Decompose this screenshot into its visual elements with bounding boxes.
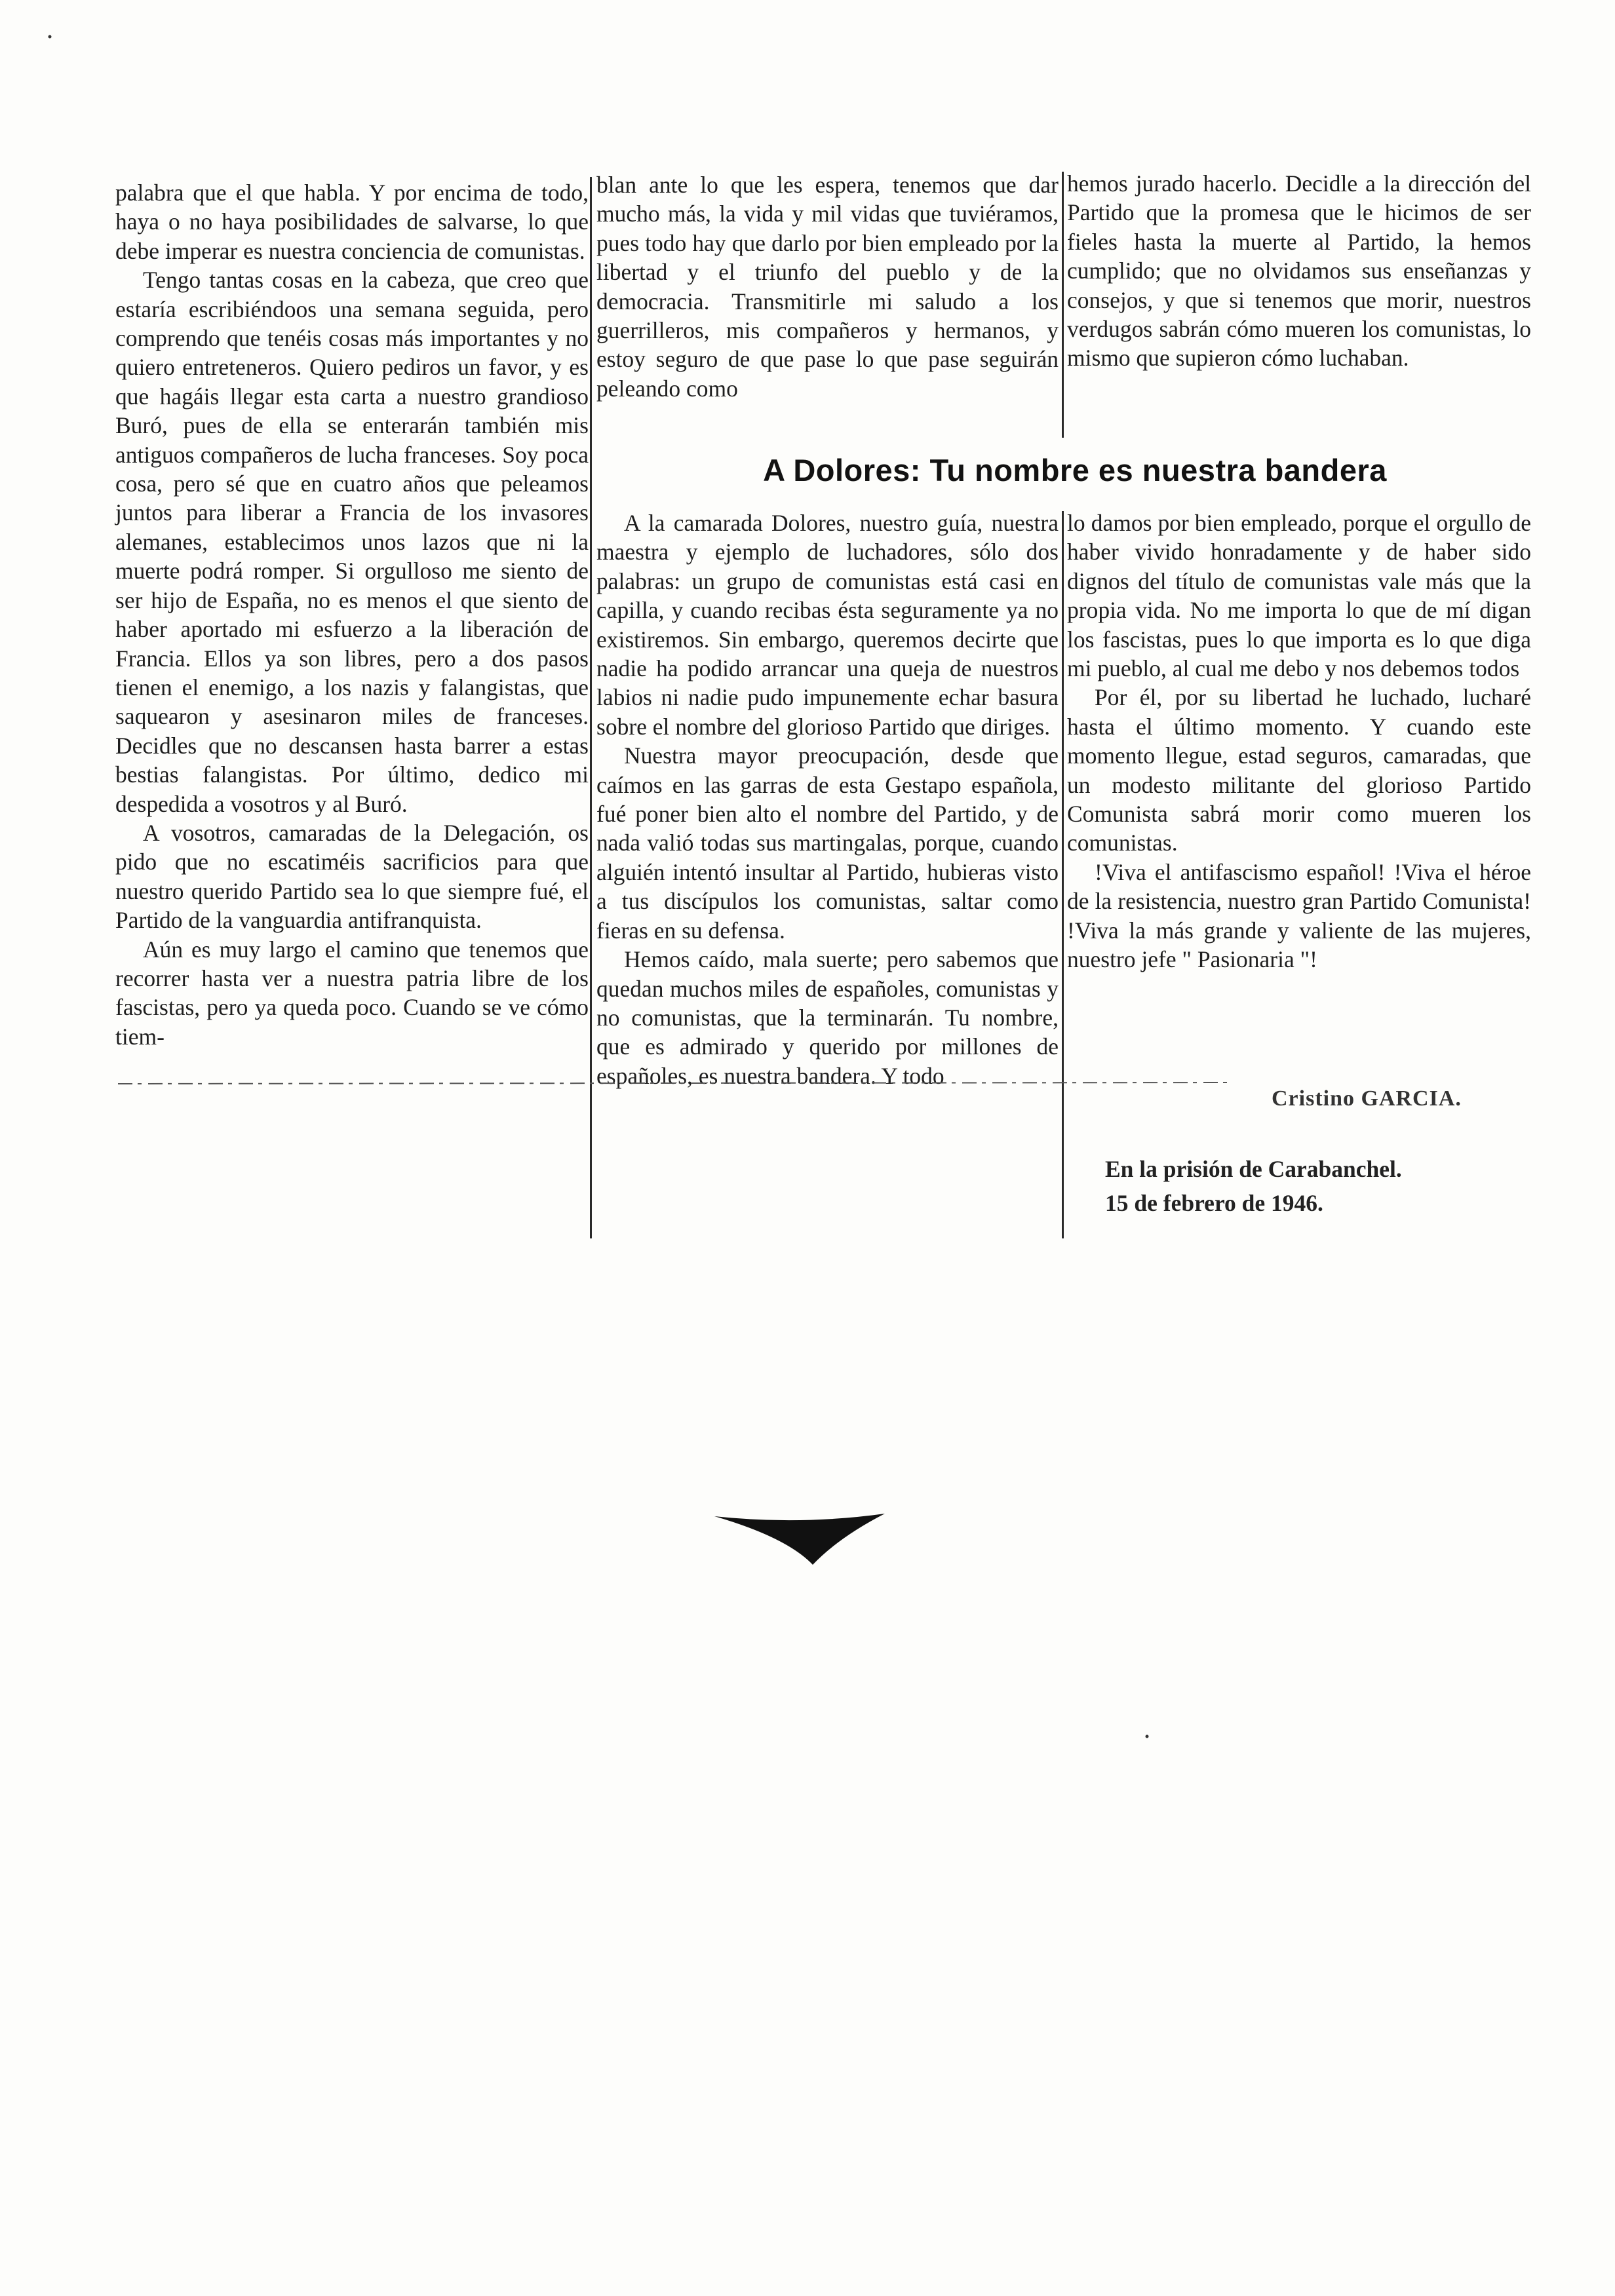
paragraph: Nuestra mayor preocupación, desde que caímos en las garras de esta Gestapo española, fué poner bien alto el nombre del Partido, y de nada valió todas sus martingalas, porque, cuando alguién intentó insultar al Partido, hubieras visto a tus discípulos los comunistas, saltar como fieras en su defensa.: [596, 742, 1059, 944]
column-divider: [1062, 172, 1064, 438]
paragraph: hemos jurado hacerlo. Decidle a la dirección del Partido que la promesa que le hicimos de ser fieles hasta la muerte al Partido, la hemos cumplido; que no olvidamos sus enseñanzas y consejos, y que si tenemos que morir, nuestros verdugos sabrán cómo mueren los comunistas, lo mismo que supieron cómo luchaban.: [1067, 170, 1531, 372]
paragraph: !Viva el antifascismo español! !Viva el héroe de la resistencia, nuestro gran Partido Comunista! !Viva la más grande y valiente de las mujeres, nuestro jefe " Pasionaria "!: [1067, 858, 1531, 973]
column-1: [115, 178, 589, 1051]
speck: [1144, 1734, 1150, 1739]
paragraph: Hemos caído, mala suerte; pero sabemos que quedan muchos miles de españoles, comunistas y no comunistas, que la terminarán. Tu nombre, que es admirado y querido por millones de españoles, es nuestra bandera. Y todo: [596, 946, 1059, 1089]
scan-smudge: [118, 1075, 1232, 1092]
column-4: [596, 508, 1059, 1090]
article-headline: A Dolores: Tu nombre es nuestra bandera: [763, 453, 1387, 488]
date: 15 de febrero de 1946.: [1105, 1190, 1323, 1216]
paragraph: A la camarada Dolores, nuestro guía, nuestra maestra y ejemplo de luchadores, sólo dos palabras: un grupo de comunistas está casi en capilla, y cuando recibas ésta seguramente ya no existiremos. Sin embargo, queremos decirte que nadie ha podido arrancar una queja de nuestros labios ni nadie pudo impunemente echar basura sobre el nombre del glorioso Partido que diriges.: [596, 510, 1059, 740]
speck: [47, 34, 52, 39]
signature: Cristino GARCIA.: [1272, 1086, 1462, 1111]
paragraph: Por él, por su libertad he luchado, lucharé hasta el último momento. Y cuando este momento llegue, estad seguros, camaradas, que un modesto militante del glorioso Partido Comunista sabrá morir como mueren los comunistas.: [1067, 684, 1531, 856]
paragraph: Aún es muy largo el camino que tenemos que recorrer hasta ver a nuestra patria libre de los fascistas, pero ya queda poco. Cuando se ve cómo tiem-: [115, 936, 589, 1050]
paragraph: palabra que el que habla. Y por encima de todo, haya o no haya posibilidades de salvarse, lo que debe imperar es nuestra conciencia de comunistas.: [115, 180, 589, 264]
dateline: [1105, 1152, 1402, 1220]
paragraph: lo damos por bien empleado, porque el orgullo de haber vivido honradamente y de haber sido dignos del título de comunistas vale más que la propia vida. No me importa lo que de mí digan los fascistas, pues lo que importa es lo que diga mi pueblo, al cual me debo y nos debemos todos: [1067, 510, 1531, 682]
column-3: [1067, 169, 1531, 373]
paragraph: A vosotros, camaradas de la Delegación, os pido que no escatiméis sacrificios para que nuestro querido Partido sea lo que siempre fué, el Partido de la vanguardia antifranquista.: [115, 819, 589, 934]
column-2: [596, 170, 1059, 403]
column-5: [1067, 508, 1531, 974]
paragraph: blan ante lo que les espera, tenemos que dar mucho más, la vida y mil vidas que tuviéramos, pues todo hay que darlo por bien empleado por la libertad y el triunfo del pueblo y de la democracia. Transmitirle mi saludo a los guerrilleros, mis compañeros y hermanos, y estoy seguro de que pase lo que pase seguirán peleando como: [596, 172, 1059, 402]
ornament-icon: [714, 1514, 885, 1566]
place: En la prisión de Carabanchel.: [1105, 1156, 1402, 1182]
paragraph: Tengo tantas cosas en la cabeza, que creo que estaría escribiéndoos una semana seguida, pero comprendo que tenéis cosas más importantes y no quiero entreteneros. Quiero pediros un favor, y es que hagáis llegar esta carta a nuestro grandioso Buró, pues de ella se enterarán también mis antiguos compañeros de lucha franceses. Soy poca cosa, pero sé que en cuatro años que peleamos juntos para liberar a Francia de los invasores alemanes, establecimos unos lazos que ni la muerte podrá romper. Si orgulloso me siento de ser hijo de España, no es menos el que siento de haber aportado mi esfuerzo a la liberación de Francia. Ellos ya son libres, pero a dos pasos tienen el enemigo, a los nazis y falangistas, que saquearon y asesinaron miles de franceses. Decidles que no descansen hasta barrer a estas bestias falangistas. Por último, dedico mi despedida a vosotros y al Buró.: [115, 267, 589, 817]
column-divider: [1062, 511, 1064, 1238]
